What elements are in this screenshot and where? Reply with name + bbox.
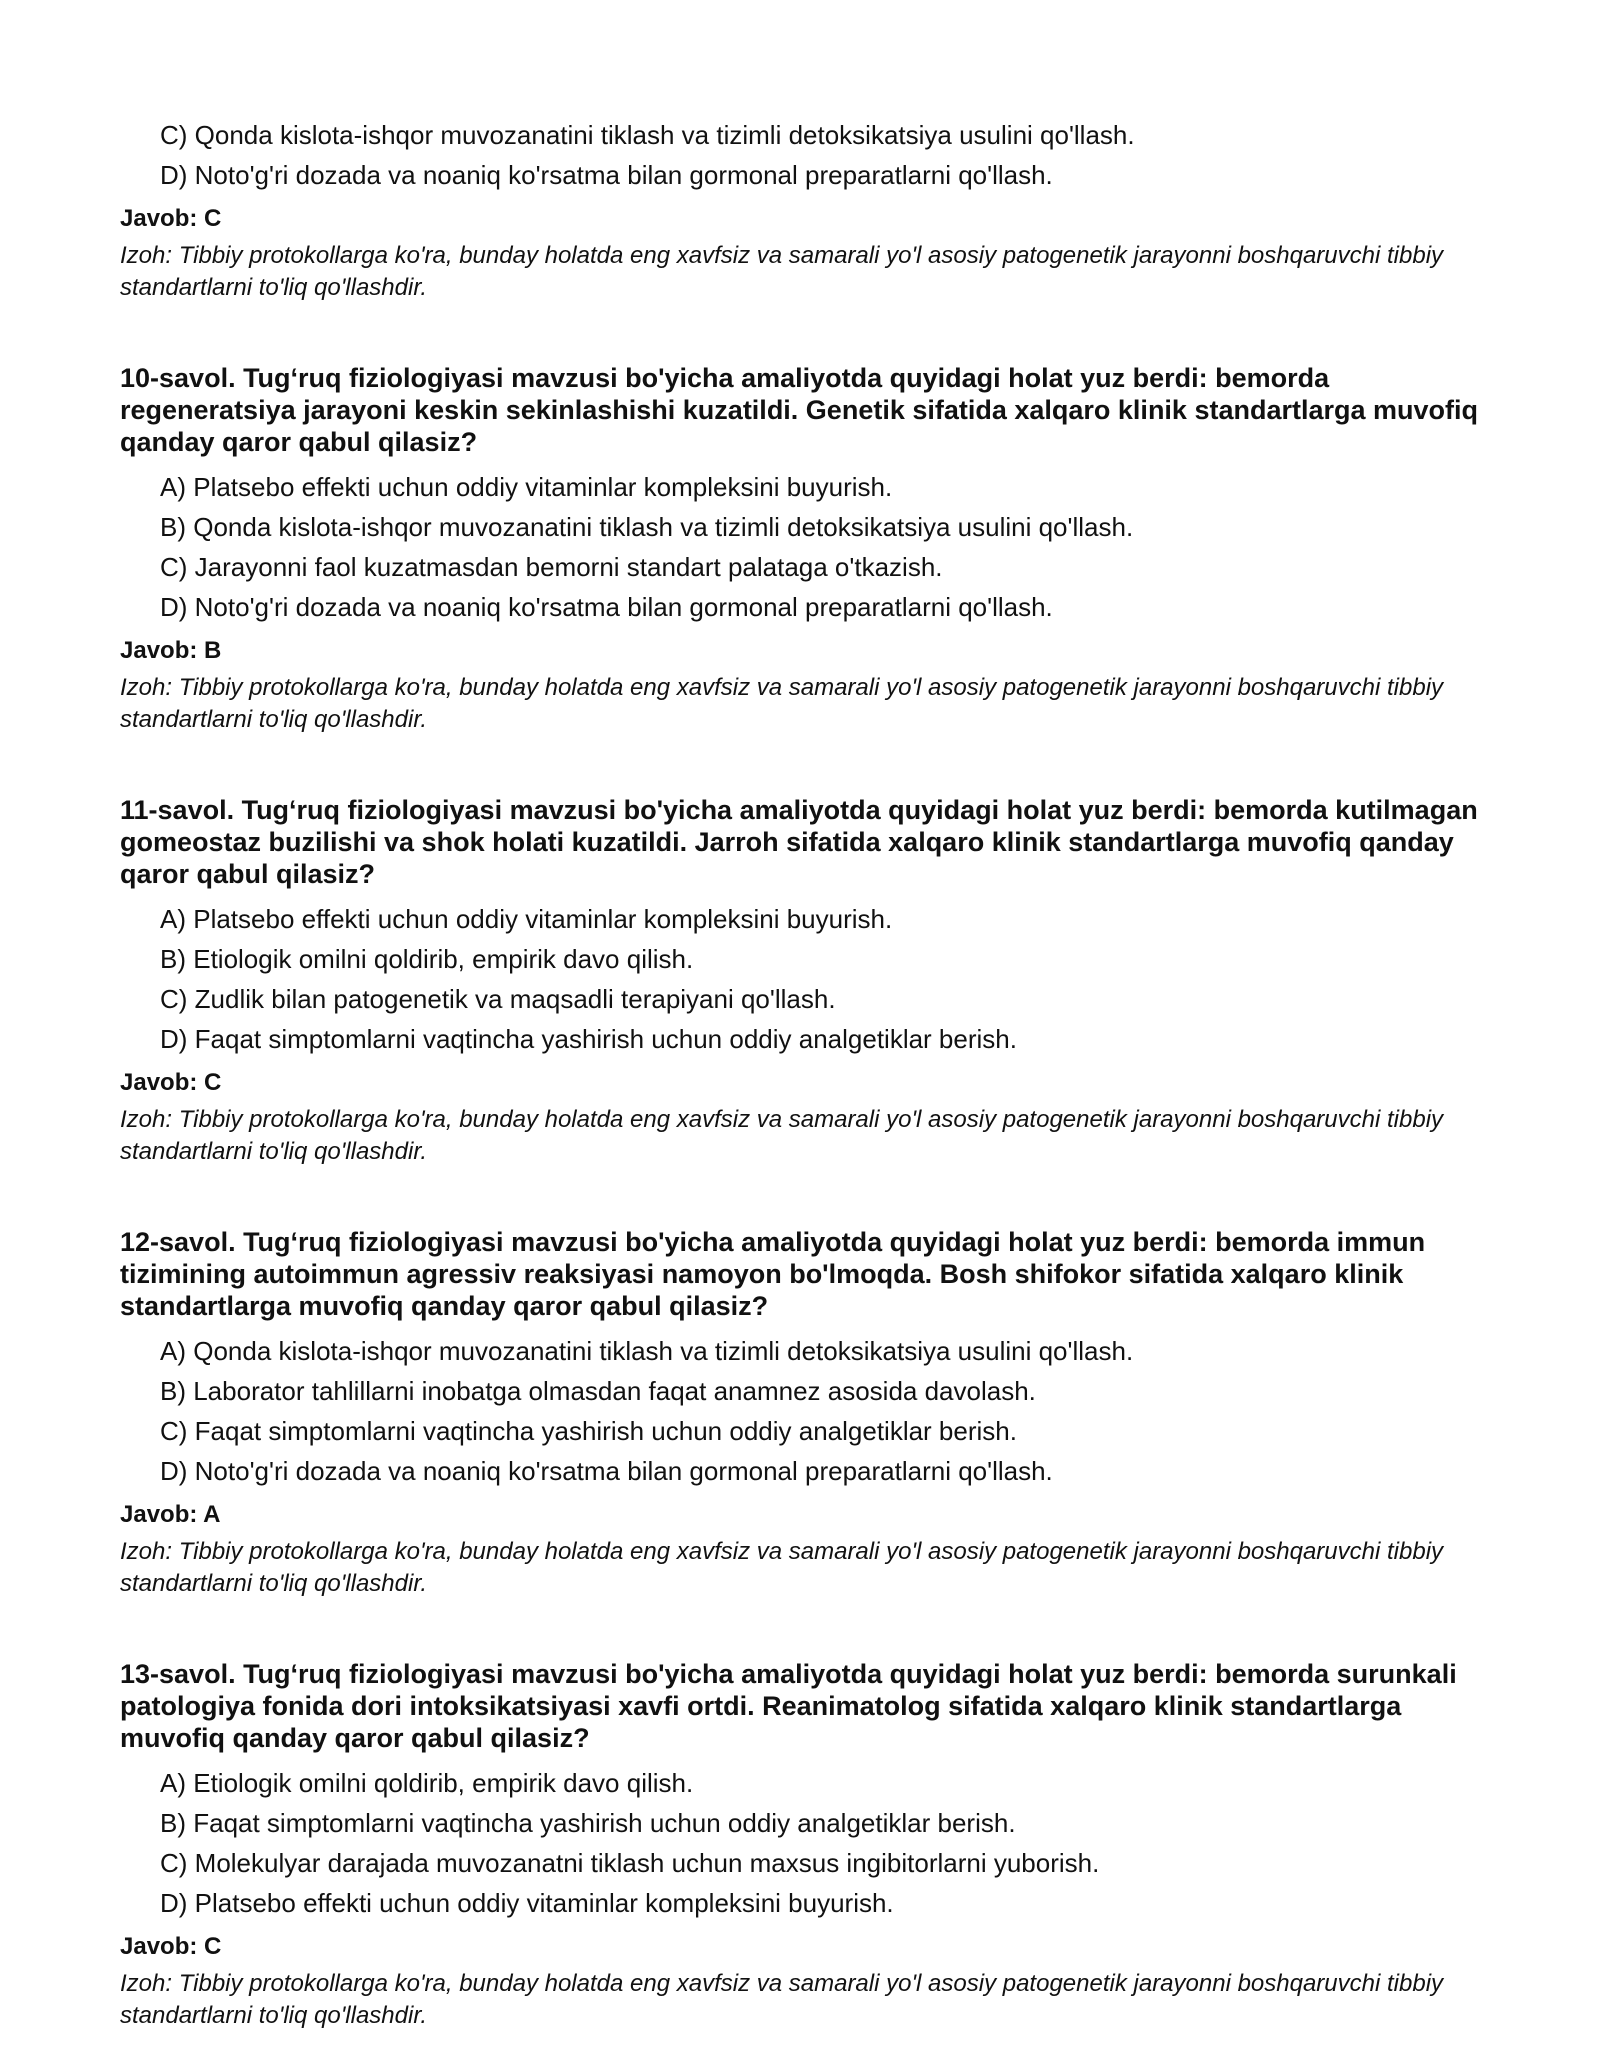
answer-option: C) Faqat simptomlarni vaqtincha yashirish uchun oddiy analgetiklar berish. <box>160 1416 1017 1446</box>
answer-option: B) Qonda kislota-ishqor muvozanatini tiklash va tizimli detoksikatsiya usulini qo'llash. <box>160 512 1134 542</box>
explanation-note: Izoh: Tibbiy protokollarga ko'ra, bunday holatda eng xavfsiz va samarali yo'l asosiy patogenetik jarayonni boshqaruvchi tibbiy standartlarni to'liq qo'llashdir. <box>120 242 1444 301</box>
answer-option: D) Noto'g'ri dozada va noaniq ko'rsatma bilan gormonal preparatlarni qo'llash. <box>160 592 1053 622</box>
answer-option: D) Platsebo effekti uchun oddiy vitaminlar kompleksini buyurish. <box>160 1888 894 1918</box>
correct-answer: Javob: C <box>120 1069 222 1096</box>
document-page <box>120 120 1490 2032</box>
explanation-note: Izoh: Tibbiy protokollarga ko'ra, bunday holatda eng xavfsiz va samarali yo'l asosiy patogenetik jarayonni boshqaruvchi tibbiy standartlarni to'liq qo'llashdir. <box>120 674 1444 733</box>
question-text: 10-savol. Tug‘ruq fiziologiyasi mavzusi bo'yicha amaliyotda quyidagi holat yuz berdi: bemorda regeneratsiya jarayoni keskin sekinlashishi kuzatildi. Genetik sifatida xalqaro klinik standartlarga muvofiq qanday qaror qabul qilasiz? <box>120 363 1479 457</box>
question-block-11 <box>120 794 1490 1168</box>
answer-option: D) Noto'g'ri dozada va noaniq ko'rsatma bilan gormonal preparatlarni qo'llash. <box>160 160 1053 190</box>
question-block-10 <box>120 362 1490 736</box>
explanation-note: Izoh: Tibbiy protokollarga ko'ra, bunday holatda eng xavfsiz va samarali yo'l asosiy patogenetik jarayonni boshqaruvchi tibbiy standartlarni to'liq qo'llashdir. <box>120 1970 1444 2029</box>
correct-answer: Javob: A <box>120 1501 221 1528</box>
answer-option: A) Platsebo effekti uchun oddiy vitaminlar kompleksini buyurish. <box>160 472 893 502</box>
answer-option: D) Noto'g'ri dozada va noaniq ko'rsatma bilan gormonal preparatlarni qo'llash. <box>160 1456 1053 1486</box>
question-block-13 <box>120 1658 1490 2032</box>
explanation-note: Izoh: Tibbiy protokollarga ko'ra, bunday holatda eng xavfsiz va samarali yo'l asosiy patogenetik jarayonni boshqaruvchi tibbiy standartlarni to'liq qo'llashdir. <box>120 1538 1444 1597</box>
question-block-12 <box>120 1226 1490 1600</box>
correct-answer: Javob: B <box>120 637 222 664</box>
correct-answer: Javob: C <box>120 205 222 232</box>
question-text: 13-savol. Tug‘ruq fiziologiyasi mavzusi bo'yicha amaliyotda quyidagi holat yuz berdi: bemorda surunkali patologiya fonida dori intoksikatsiyasi xavfi ortdi. Reanimatolog sifatida xalqaro klinik standartlarga muvofiq qanday qaror qabul qilasiz? <box>120 1659 1457 1753</box>
question-fragment-top <box>120 120 1490 304</box>
answer-option: B) Etiologik omilni qoldirib, empirik davo qilish. <box>160 944 694 974</box>
answer-option: D) Faqat simptomlarni vaqtincha yashirish uchun oddiy analgetiklar berish. <box>160 1024 1017 1054</box>
question-text: 11-savol. Tug‘ruq fiziologiyasi mavzusi bo'yicha amaliyotda quyidagi holat yuz berdi: bemorda kutilmagan gomeostaz buzilishi va shok holati kuzatildi. Jarroh sifatida xalqaro klinik standartlarga muvofiq qanday qaror qabul qilasiz? <box>120 795 1478 889</box>
explanation-note: Izoh: Tibbiy protokollarga ko'ra, bunday holatda eng xavfsiz va samarali yo'l asosiy patogenetik jarayonni boshqaruvchi tibbiy standartlarni to'liq qo'llashdir. <box>120 1106 1444 1165</box>
answer-option: C) Jarayonni faol kuzatmasdan bemorni standart palataga o'tkazish. <box>160 552 943 582</box>
answer-option: B) Laborator tahlillarni inobatga olmasdan faqat anamnez asosida davolash. <box>160 1376 1036 1406</box>
answer-option: C) Qonda kislota-ishqor muvozanatini tiklash va tizimli detoksikatsiya usulini qo'llash. <box>160 120 1135 150</box>
answer-option: B) Faqat simptomlarni vaqtincha yashirish uchun oddiy analgetiklar berish. <box>160 1808 1016 1838</box>
answer-option: A) Etiologik omilni qoldirib, empirik davo qilish. <box>160 1768 694 1798</box>
question-text: 12-savol. Tug‘ruq fiziologiyasi mavzusi bo'yicha amaliyotda quyidagi holat yuz berdi: bemorda immun tizimining autoimmun agressiv reaksiyasi namoyon bo'lmoqda. Bosh shifokor sifatida xalqaro klinik standartlarga muvofiq qanday qaror qabul qilasiz? <box>120 1227 1426 1321</box>
answer-option: C) Molekulyar darajada muvozanatni tiklash uchun maxsus ingibitorlarni yuborish. <box>160 1848 1100 1878</box>
correct-answer: Javob: C <box>120 1933 222 1960</box>
answer-option: A) Platsebo effekti uchun oddiy vitaminlar kompleksini buyurish. <box>160 904 893 934</box>
answer-option: A) Qonda kislota-ishqor muvozanatini tiklash va tizimli detoksikatsiya usulini qo'llash. <box>160 1336 1134 1366</box>
answer-option: C) Zudlik bilan patogenetik va maqsadli terapiyani qo'llash. <box>160 984 836 1014</box>
